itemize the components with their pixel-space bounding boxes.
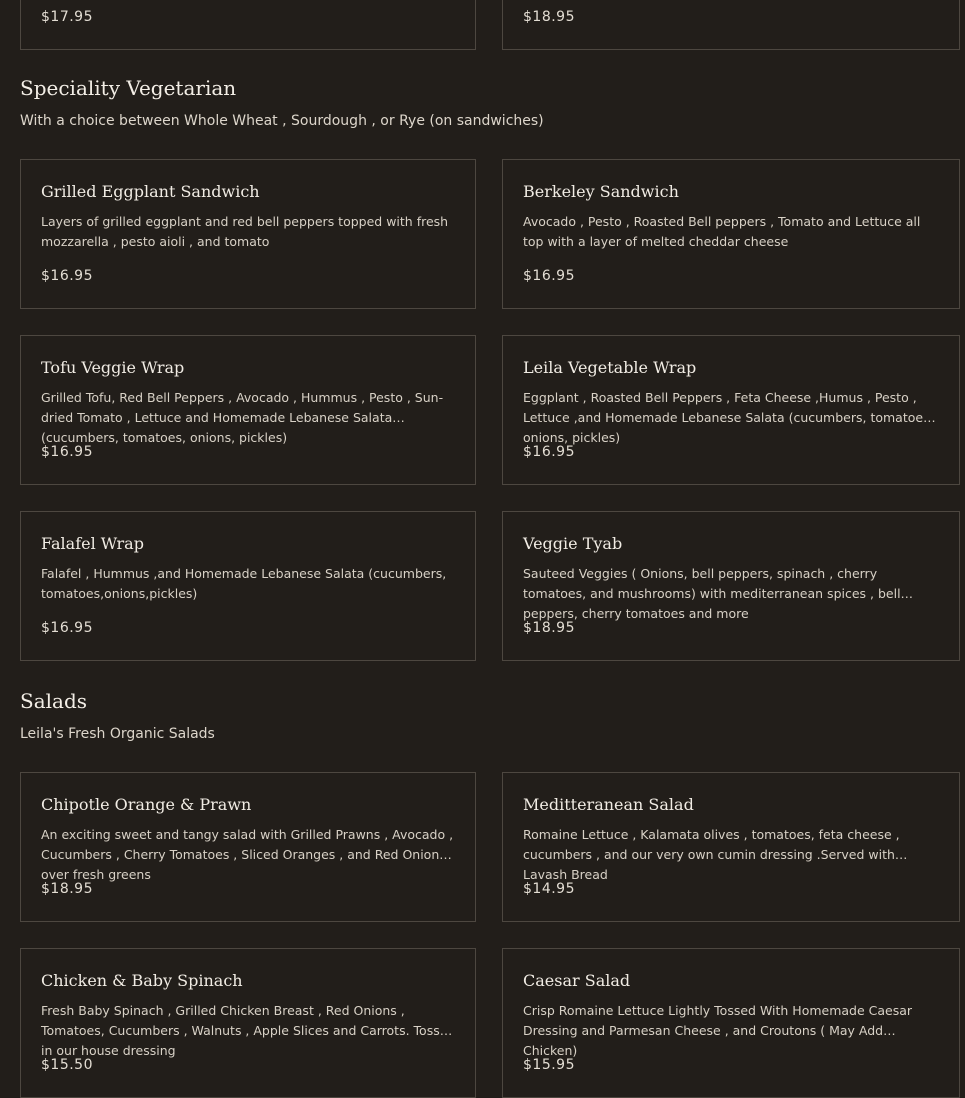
section-subtitle-vegetarian: With a choice between Whole Wheat , Sourdough , or Rye (on sandwiches) — [20, 113, 544, 129]
menu-item-price: $18.95 — [41, 881, 93, 897]
menu-item-card[interactable] — [20, 335, 476, 485]
menu-item-name: Veggie Tyab — [523, 534, 623, 553]
menu-item-name: Leila Vegetable Wrap — [523, 358, 697, 377]
menu-item-card[interactable] — [20, 772, 476, 922]
menu-item-price: $16.95 — [523, 268, 575, 284]
menu-item-card[interactable] — [20, 948, 476, 1098]
menu-item-description: Falafel , Hummus ,and Homemade Lebanese Salata (cucumbers, tomatoes,onions,pickles) — [41, 566, 447, 601]
menu-item-description: Romaine Lettuce , Kalamata olives , tomatoes, feta cheese , cucumbers , and our very own cumin dressing .Served with Lavash Bread — [523, 827, 900, 882]
menu-item-card[interactable] — [502, 159, 960, 309]
menu-item-description: Grilled Tofu, Red Bell Peppers , Avocado , Hummus , Pesto , Sun-dried Tomato , Lettuce and Homemade Lebanese Salata (cucumbers, tomatoes, onions, pickles) — [41, 390, 444, 445]
menu-item-name: Grilled Eggplant Sandwich — [41, 182, 260, 201]
menu-item-name: Berkeley Sandwich — [523, 182, 679, 201]
menu-item-price: $18.95 — [523, 620, 575, 636]
menu-item-card[interactable] — [20, 159, 476, 309]
menu-item-price: $17.95 — [41, 9, 93, 25]
menu-item-price: $18.95 — [523, 9, 575, 25]
section-subtitle-salads: Leila's Fresh Organic Salads — [20, 726, 215, 742]
menu-item-card[interactable] — [502, 0, 960, 50]
menu-item-price: $16.95 — [523, 444, 575, 460]
menu-item-card[interactable] — [20, 511, 476, 661]
menu-item-description: Fresh Baby Spinach , Grilled Chicken Breast , Red Onions , Tomatoes, Cucumbers , Walnuts , Apple Slices and Carrots. Tossed in our house dressing — [41, 1003, 456, 1058]
menu-item-description: Crisp Romaine Lettuce Lightly Tossed With Homemade Caesar Dressing and Parmesan Cheese , and Croutons ( May Add Chicken) — [523, 1003, 913, 1058]
menu-item-price: $15.95 — [523, 1057, 575, 1073]
section-title-vegetarian: Speciality Vegetarian — [20, 76, 237, 100]
menu-item-description: Avocado , Pesto , Roasted Bell peppers , Tomato and Lettuce all top with a layer of melted cheddar cheese — [523, 214, 921, 249]
menu-item-name: Chicken & Baby Spinach — [41, 971, 243, 990]
menu-item-name: Falafel Wrap — [41, 534, 144, 553]
menu-item-description: Eggplant , Roasted Bell Peppers , Feta Cheese ,Humus , Pesto , Lettuce ,and Homemade Lebanese Salata (cucumbers, tomatoes, onions, pickles) — [523, 390, 934, 445]
section-title-salads: Salads — [20, 689, 88, 713]
menu-item-description: Sauteed Veggies ( Onions, bell peppers, spinach , cherry tomatoes, and mushrooms) with mediterranean spices , bell peppers, cherry tomatoes and more — [523, 566, 901, 621]
menu-item-price: $15.50 — [41, 1057, 93, 1073]
menu-item-name: Tofu Veggie Wrap — [41, 358, 185, 377]
menu-item-name: Caesar Salad — [523, 971, 631, 990]
menu-item-price: $14.95 — [523, 881, 575, 897]
menu-item-card[interactable] — [502, 335, 960, 485]
menu-item-description: An exciting sweet and tangy salad with Grilled Prawns , Avocado , Cucumbers , Cherry Tomatoes , Sliced Oranges , and Red Onions ; over fresh greens — [41, 827, 454, 882]
menu-item-price: $16.95 — [41, 268, 93, 284]
menu-item-card[interactable] — [502, 948, 960, 1098]
menu-item-card[interactable] — [20, 0, 476, 50]
menu-item-name: Meditteranean Salad — [523, 795, 694, 814]
menu-item-card[interactable] — [502, 772, 960, 922]
menu-item-card[interactable] — [502, 511, 960, 661]
menu-item-price: $16.95 — [41, 444, 93, 460]
menu-item-price: $16.95 — [41, 620, 93, 636]
menu-item-description: Layers of grilled eggplant and red bell peppers topped with fresh mozzarella , pesto aioli , and tomato — [41, 214, 449, 249]
menu-item-name: Chipotle Orange & Prawn — [41, 795, 252, 814]
